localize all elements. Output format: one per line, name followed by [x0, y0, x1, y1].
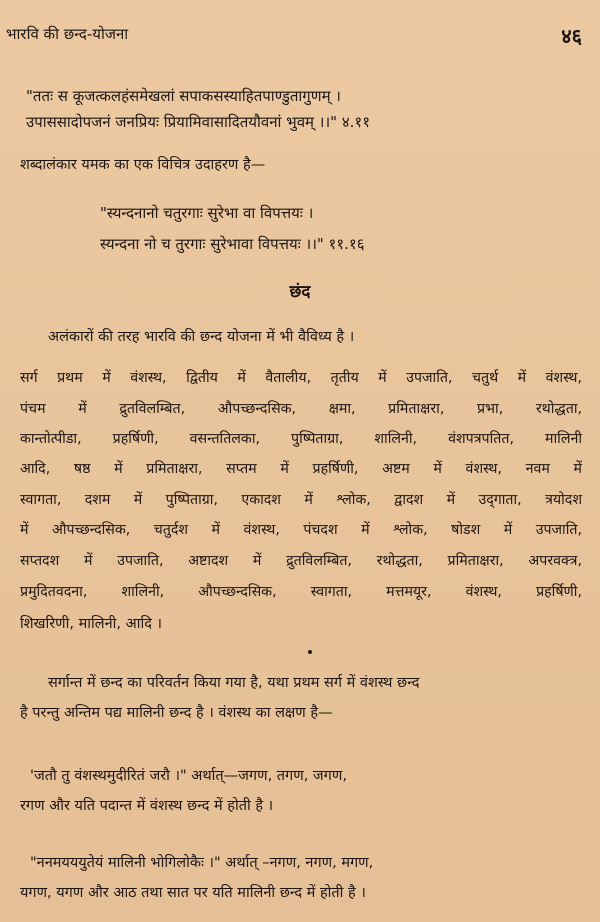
para-line: है परन्तु अन्तिम पद्य मालिनी छन्द है । वंशस्थ का लक्षण है— [20, 705, 333, 721]
para-line: में औपच्छन्दसिक, चतुर्दश में वंशस्थ, पंचदश में श्लोक, षोडश में उपजाति, [20, 522, 582, 538]
verse1-line1: "ततः स कूजत्कलहंसमेखलां सपाकसस्याहितपाण्डुतागुणम् । [26, 87, 341, 105]
section-heading: छंद [289, 282, 311, 302]
verse1-line2: उपाससादोपजनं जनप्रियः प्रियामिवासादितयौवनां भुवम् ।।" ४.११ [26, 113, 370, 131]
para-line: 'जतौ तु वंशस्थमुदीरितं जरौ ।" अर्थात्—जगण, तगण, जगण, [30, 768, 347, 784]
verse2-line1: "स्यन्दनानो चतुरगाः सुरेभा वा विपत्तयः । [100, 204, 314, 222]
para-line: प्रमुदितवदना, शालिनी, औपच्छन्दसिक, स्वागता, मत्तमयूर, वंशस्थ, प्रहर्षिणी, [20, 584, 582, 600]
para-chhand-intro: अलंकारों की तरह भारवि की छन्द योजना में भी वैविध्य है । [48, 329, 355, 345]
para-line: आदि, षष्ठ में प्रमिताक्षरा, सप्तम में प्रहर्षिणी, अष्टम में वंशस्थ, नवम में [20, 461, 582, 477]
para-line: पंचम में द्रुतविलम्बित, औपच्छन्दसिक, क्षमा, प्रमिताक्षरा, प्रभा, रथोद्धता, [20, 401, 582, 417]
para-line: सर्ग प्रथम में वंशस्थ, द्वितीय में वैतालीय, तृतीय में उपजाति, चतुर्थ में वंशस्थ, [20, 370, 582, 386]
yamak-intro: शब्दालंकार यमक का एक विचित्र उदाहरण है— [20, 157, 266, 173]
para-line: रगण और यति पदान्त में वंशस्थ छन्द में होती है । [20, 798, 274, 814]
para-line: यगण, यगण और आठ तथा सात पर यति मालिनी छन्द में होती है । [20, 885, 366, 901]
running-head [0, 24, 600, 50]
para-line: कान्तोत्पीडा, प्रहर्षिणी, वसन्ततिलका, पुष्पिताग्रा, शालिनी, वंशपत्रपतित, मालिनी [20, 431, 582, 447]
para-line: शिखरिणी, मालिनी, आदि । [20, 616, 163, 632]
para-line: सर्गान्त में छन्द का परिवर्तन किया गया है, यथा प्रथम सर्ग में वंशस्थ छन्द [48, 675, 420, 691]
para-line: "ननमयययुतेयं मालिनी भोगिलोकैः ।" अर्थात् –नगण, नगण, मगण, [30, 855, 374, 871]
dot-mark [308, 650, 312, 654]
verse2-line2: स्यन्दना नो च तुरगाः सुरेभावा विपत्तयः ।।" ११.१६ [100, 235, 365, 253]
para-line: सप्तदश में उपजाति, अष्टादश में द्रुतविलम्बित, रथोद्धता, प्रमिताक्षरा, अपरवक्त्र, [20, 553, 582, 569]
page-number: ४६ [561, 24, 582, 48]
para-line: स्वागता, दशम में पुष्पिताग्रा, एकादश में श्लोक, द्वादश में उद्‌गाता, त्रयोदश [20, 492, 582, 508]
chapter-title: भारवि की छन्द-योजना [6, 25, 129, 43]
